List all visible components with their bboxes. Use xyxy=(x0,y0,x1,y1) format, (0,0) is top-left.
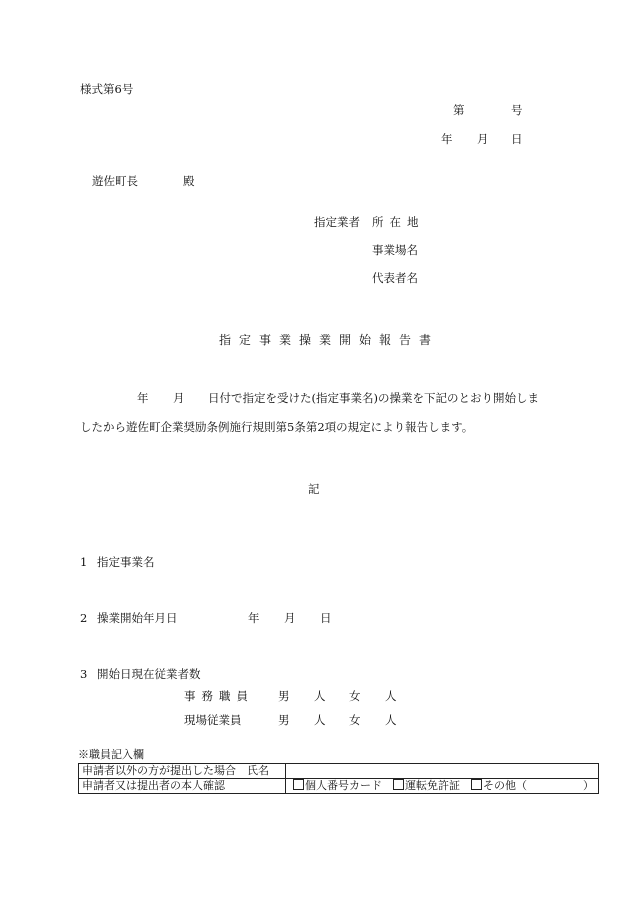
body-year: 年 xyxy=(137,391,149,405)
staff-section-heading: ※職員記入欄 xyxy=(78,748,144,761)
checkbox-other[interactable] xyxy=(471,779,482,790)
table-row xyxy=(79,779,599,794)
doc-no-suffix: 号 xyxy=(511,103,523,117)
item2-year: 年 xyxy=(248,611,260,625)
body-line2: したから遊佐町企業奨励条例施行規則第5条第2項の規定により報告します。 xyxy=(80,420,474,434)
staff-row-female: 女 xyxy=(349,689,361,703)
staff-row-unit: 人 xyxy=(385,689,397,703)
submitter-name-field[interactable] xyxy=(286,764,599,779)
option-mynumber-card: 個人番号カード xyxy=(305,779,382,792)
applicant-rep-label: 代表者名 xyxy=(372,271,418,285)
date-year: 年 xyxy=(441,132,453,146)
staff-row-unit: 人 xyxy=(314,689,326,703)
submitter-name-label: 申請者以外の方が提出した場合 氏名 xyxy=(79,764,286,779)
body-month: 月 xyxy=(173,391,185,405)
item1-label: 指定事業名 xyxy=(97,555,155,569)
doc-no-prefix: 第 xyxy=(453,103,465,117)
item2-num: 2 xyxy=(80,611,88,625)
document-title: 指定事業操業開始報告書 xyxy=(219,333,440,347)
item1-num: 1 xyxy=(80,555,88,569)
checkbox-drivers-license[interactable] xyxy=(393,779,404,790)
form-number: 様式第6号 xyxy=(80,82,134,96)
staff-row-female: 女 xyxy=(349,713,361,727)
addressee-name: 遊佐町長 xyxy=(92,174,138,188)
applicant-office-label: 事業場名 xyxy=(372,243,418,257)
item2-month: 月 xyxy=(284,611,296,625)
item2-day: 日 xyxy=(320,611,332,625)
staff-row-male: 男 xyxy=(278,689,290,703)
option-other: その他（ xyxy=(483,779,527,792)
staff-row-unit: 人 xyxy=(314,713,326,727)
date-day: 日 xyxy=(511,132,523,146)
identity-check-options xyxy=(286,779,599,794)
applicant-role: 指定業者 xyxy=(314,215,360,229)
checkbox-mynumber-card[interactable] xyxy=(293,779,304,790)
staff-row-male: 男 xyxy=(278,713,290,727)
option-drivers-license: 運転免許証 xyxy=(405,779,460,792)
table-row xyxy=(79,764,599,779)
ki-mark: 記 xyxy=(308,482,320,496)
applicant-address-label: 所在地 xyxy=(372,215,425,229)
addressee-honorific: 殿 xyxy=(183,174,195,188)
item3-label: 開始日現在従業者数 xyxy=(97,667,201,681)
item3-num: 3 xyxy=(80,667,88,681)
body-line1: 日付で指定を受けた(指定事業名)の操業を下記のとおり開始しま xyxy=(208,391,539,405)
staff-row-label: 現場従業員 xyxy=(184,713,242,727)
date-month: 月 xyxy=(477,132,489,146)
staff-entry-table xyxy=(78,763,599,794)
staff-row-label: 事務職員 xyxy=(184,689,254,703)
item2-label: 操業開始年月日 xyxy=(97,611,178,625)
staff-row-unit: 人 xyxy=(385,713,397,727)
identity-check-label: 申請者又は提出者の本人確認 xyxy=(79,779,286,794)
option-other-close: ） xyxy=(583,779,594,792)
